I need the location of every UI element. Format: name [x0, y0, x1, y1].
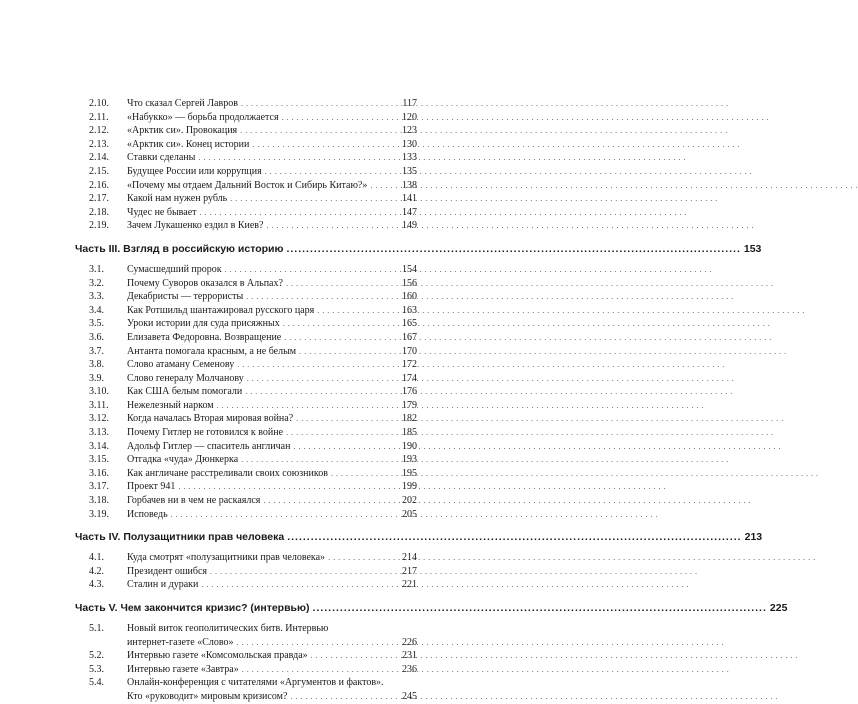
entry-page-number: 170	[402, 345, 417, 357]
entry-title: Слово атаману Семенову	[127, 359, 235, 371]
entry-title: Уроки истории для суда присяжных	[127, 318, 280, 330]
entry-page-number: 163	[402, 304, 417, 316]
dot-leader	[293, 440, 399, 454]
toc-entry[interactable]	[75, 467, 417, 481]
entry-number: 3.13.	[89, 427, 109, 439]
toc-entry[interactable]	[75, 179, 417, 193]
entry-page-number: 123	[402, 125, 417, 137]
entry-page-number: 231	[402, 650, 417, 662]
entry-page-number: 160	[402, 291, 417, 303]
dot-leader	[286, 277, 399, 291]
entry-page-number: 147	[402, 206, 417, 218]
toc-entry[interactable]	[75, 151, 417, 165]
toc-entry[interactable]	[75, 192, 417, 206]
entry-title: Что сказал Сергей Лавров	[127, 98, 238, 109]
entry-number: 3.2.	[89, 277, 104, 289]
entry-title: Когда началась Вторая мировая война?	[127, 413, 294, 425]
dot-leader	[217, 399, 399, 413]
entry-number: 2.14.	[89, 152, 109, 164]
part-heading[interactable]	[75, 601, 788, 615]
dot-leader	[241, 97, 399, 111]
entry-number: 5.3.	[89, 663, 104, 675]
entry-title: Будущее России или коррупция	[127, 165, 262, 177]
toc-entry[interactable]	[75, 124, 417, 138]
entry-number: 3.14.	[89, 440, 109, 452]
entry-title: Горбачев ни в чем не раскаялся	[127, 495, 261, 507]
entry-page-number: 221	[402, 579, 417, 591]
entry-title: Почему Гитлер не готовился к войне	[127, 427, 284, 439]
entry-title: «Арктик си». Конец истории	[127, 138, 250, 150]
entry-page-number: 172	[402, 359, 417, 371]
entry-number: 3.6.	[89, 331, 104, 343]
toc-entry[interactable]	[75, 426, 417, 440]
toc-entry[interactable]	[75, 676, 417, 690]
toc-entry[interactable]	[75, 111, 417, 125]
dot-leader	[200, 206, 399, 220]
entry-number: 2.10.	[89, 98, 109, 109]
entry-title: Онлайн-конференция с читателями «Аргументов и фактов».	[127, 677, 384, 689]
entry-number: 5.2.	[89, 650, 104, 662]
entry-number: 3.16.	[89, 467, 109, 479]
entry-page-number: 193	[402, 454, 417, 466]
dot-leader	[246, 290, 399, 304]
entry-title: Елизавета Федоровна. Возвращение	[127, 331, 282, 343]
entry-number: 3.17.	[89, 481, 109, 493]
entry-number: 3.12.	[89, 413, 109, 425]
entry-title: Декабристы — террористы	[127, 291, 244, 303]
entry-number: 3.15.	[89, 454, 109, 466]
dot-leader	[312, 601, 766, 615]
dot-leader	[237, 636, 399, 650]
entry-number: 3.5.	[89, 318, 104, 330]
dot-leader	[265, 165, 399, 179]
entry-title: Как США белым помогали	[127, 386, 243, 398]
toc-entry[interactable]	[75, 358, 417, 372]
dot-leader	[296, 412, 399, 426]
entry-title: «Почему мы отдаем Дальний Восток и Сибирь Китаю?»	[127, 179, 368, 191]
dot-leader	[328, 551, 399, 565]
entry-title: Новый виток геополитических битв. Интервью	[127, 623, 329, 634]
entry-page-number: 154	[402, 263, 417, 275]
entry-page-number: 245	[402, 690, 417, 702]
entry-number: 2.16.	[89, 179, 109, 191]
entry-page-number: 236	[402, 663, 417, 675]
entry-title: Сталин и дураки	[127, 579, 199, 591]
toc-entry[interactable]	[75, 508, 417, 522]
table-of-contents	[75, 97, 788, 704]
dot-leader	[283, 317, 399, 331]
toc-entry[interactable]	[75, 480, 417, 494]
entry-title: Какой нам нужен рубль	[127, 193, 228, 205]
dot-leader	[241, 453, 399, 467]
entry-title: Президент ошибся	[127, 565, 208, 577]
entry-title: интернет-газете «Слово»	[127, 636, 234, 648]
dot-leader	[242, 663, 399, 677]
entry-page-number: 195	[402, 467, 417, 479]
entry-title: Исповедь	[127, 508, 168, 520]
entry-number: 2.11.	[89, 111, 109, 123]
toc-entry[interactable]	[75, 263, 417, 277]
dot-leader	[286, 426, 399, 440]
part-heading[interactable]	[75, 242, 762, 256]
toc-entry[interactable]	[75, 372, 417, 386]
entry-page-number: 226	[402, 636, 417, 648]
entry-number: 3.8.	[89, 359, 104, 371]
entry-number: 3.11.	[89, 399, 109, 411]
toc-entry[interactable]	[75, 277, 417, 291]
dot-leader	[287, 530, 741, 544]
entry-title: Ставки сделаны	[127, 152, 196, 164]
entry-number: 3.7.	[89, 345, 104, 357]
entry-number: 3.4.	[89, 304, 104, 316]
part-page-number: 153	[743, 242, 762, 255]
dot-leader	[299, 345, 399, 359]
entry-number: 5.1.	[89, 623, 104, 634]
dot-leader	[171, 508, 399, 522]
toc-entry[interactable]	[75, 649, 417, 663]
dot-leader	[178, 480, 399, 494]
entry-title: Отгадка «чуда» Дюнкерка	[127, 454, 239, 466]
entry-number: 2.19.	[89, 220, 109, 232]
part-title: Часть III. Взгляд в российскую историю	[75, 242, 284, 255]
entry-page-number: 205	[402, 508, 417, 520]
entry-page-number: 165	[402, 318, 417, 330]
toc-entry[interactable]	[75, 317, 417, 331]
entry-title: Проект 941	[127, 481, 176, 493]
toc-entry[interactable]	[75, 290, 417, 304]
dot-leader	[311, 649, 399, 663]
dot-leader	[240, 124, 399, 138]
entry-number: 3.10.	[89, 386, 109, 398]
dot-leader	[198, 151, 399, 165]
entry-number: 3.3.	[89, 291, 104, 303]
entry-page-number: 217	[402, 565, 417, 577]
entry-page-number: 199	[402, 481, 417, 493]
dot-leader	[247, 372, 399, 386]
entry-page-number: 190	[402, 440, 417, 452]
entry-title: Слово генералу Молчанову	[127, 372, 244, 384]
dot-leader	[282, 111, 399, 125]
entry-page-number: 117	[402, 98, 417, 109]
toc-entry[interactable]	[75, 578, 417, 592]
toc-entry[interactable]	[75, 399, 417, 413]
entry-title: Зачем Лукашенко ездил в Киев?	[127, 220, 264, 232]
dot-leader	[245, 385, 399, 399]
entry-number: 3.9.	[89, 372, 104, 384]
dot-leader	[317, 304, 399, 318]
toc-entry[interactable]	[75, 331, 417, 345]
entry-title: Почему Суворов оказался в Альпах?	[127, 277, 283, 289]
part-title: Часть V. Чем закончится кризис? (интервью)	[75, 602, 310, 614]
entry-number: 3.1.	[89, 263, 104, 275]
toc-entry[interactable]	[75, 453, 417, 467]
entry-page-number: 130	[402, 138, 417, 150]
entry-title: Нежелезный нарком	[127, 399, 214, 411]
entry-number: 2.13.	[89, 138, 109, 150]
toc-entry[interactable]	[75, 345, 417, 359]
toc-entry[interactable]	[75, 138, 417, 152]
toc-entry[interactable]	[75, 440, 417, 454]
dot-leader	[266, 219, 399, 233]
dot-leader	[263, 494, 399, 508]
entry-number: 4.1.	[89, 552, 104, 564]
entry-page-number: 202	[402, 495, 417, 507]
entry-page-number: 179	[402, 399, 417, 411]
part-page-number: 225	[769, 602, 788, 614]
entry-page-number: 167	[402, 331, 417, 343]
entry-page-number: 214	[402, 552, 417, 564]
toc-entry[interactable]	[75, 206, 417, 220]
entry-number: 2.17.	[89, 193, 109, 205]
entry-number: 3.19.	[89, 508, 109, 520]
dot-leader	[201, 578, 399, 592]
entry-page-number: 182	[402, 413, 417, 425]
entry-title: Как англичане расстреливали своих союзников	[127, 467, 328, 479]
toc-entry[interactable]	[75, 690, 417, 704]
part-heading[interactable]	[75, 530, 763, 544]
toc-entry[interactable]	[75, 219, 417, 233]
dot-leader	[331, 467, 399, 481]
entry-page-number: 133	[402, 152, 417, 164]
dot-leader	[230, 192, 399, 206]
entry-number: 4.3.	[89, 579, 104, 591]
dot-leader	[284, 331, 399, 345]
entry-number: 3.18.	[89, 495, 109, 507]
dot-leader	[252, 138, 399, 152]
entry-page-number: 138	[402, 179, 417, 191]
entry-title: Кто «руководит» мировым кризисом?	[127, 690, 288, 702]
dot-leader	[290, 690, 399, 704]
toc-entry[interactable]	[75, 304, 417, 318]
toc-entry[interactable]	[75, 385, 417, 399]
entry-title: Интервью газете «Комсомольская правда»	[127, 650, 308, 662]
entry-title: Как Ротшильд шантажировал русского царя	[127, 304, 315, 316]
entry-number: 4.2.	[89, 565, 104, 577]
dot-leader	[237, 358, 399, 372]
toc-entry[interactable]	[75, 636, 417, 650]
toc-entry[interactable]	[75, 551, 417, 565]
entry-page-number: 141	[402, 193, 417, 205]
toc-entry[interactable]	[75, 412, 417, 426]
entry-title: Адольф Гитлер — спаситель англичан	[127, 440, 291, 452]
entry-page-number: 176	[402, 386, 417, 398]
dot-leader	[286, 242, 740, 256]
entry-title: Интервью газете «Завтра»	[127, 663, 239, 675]
entry-page-number: 156	[402, 277, 417, 289]
toc-entry[interactable]	[75, 663, 417, 677]
entry-page-number: 185	[402, 427, 417, 439]
part-page-number: 213	[744, 531, 763, 544]
entry-title: Сумасшедший пророк	[127, 263, 222, 275]
entry-title: Куда смотрят «полузащитники прав человека»	[127, 552, 326, 564]
toc-entry[interactable]	[75, 165, 417, 179]
dot-leader	[370, 179, 399, 193]
entry-page-number: 174	[402, 372, 417, 384]
toc-entry[interactable]	[75, 565, 417, 579]
entry-page-number: 149	[402, 220, 417, 232]
entry-title: «Арктик си». Провокация	[127, 125, 238, 137]
toc-entry[interactable]	[75, 622, 417, 636]
dot-leader	[225, 263, 399, 277]
entry-title: Чудес не бывает	[127, 206, 197, 218]
entry-title: «Набукко» — борьба продолжается	[127, 111, 279, 123]
part-title: Часть IV. Полузащитники прав человека	[75, 531, 285, 544]
entry-number: 5.4.	[89, 677, 104, 689]
entry-title: Антанта помогала красным, а не белым	[127, 345, 297, 357]
toc-entry[interactable]	[75, 494, 417, 508]
entry-page-number: 120	[402, 111, 417, 123]
dot-leader	[210, 565, 399, 579]
entry-number: 2.15.	[89, 165, 109, 177]
entry-number: 2.12.	[89, 125, 109, 137]
toc-entry[interactable]	[75, 97, 417, 111]
entry-number: 2.18.	[89, 206, 109, 218]
entry-page-number: 135	[402, 165, 417, 177]
